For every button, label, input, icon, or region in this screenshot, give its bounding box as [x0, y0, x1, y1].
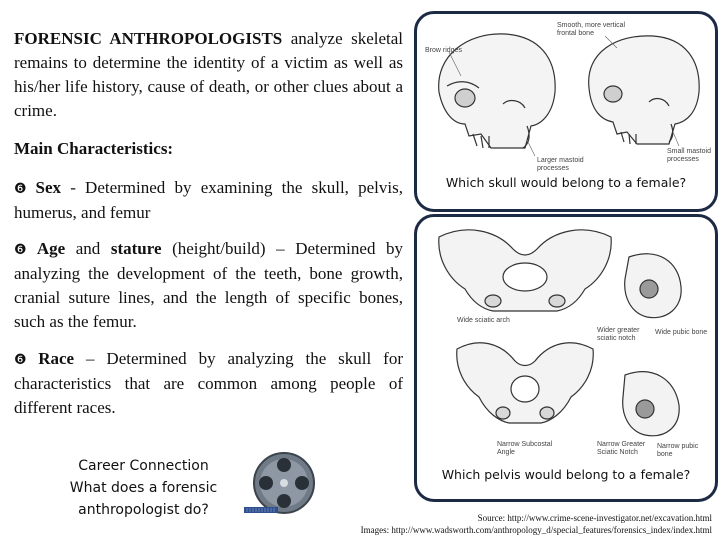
- bullet-sex-text: - Determined by examining the skull, pelvis, humerus, and femur: [14, 178, 403, 222]
- bullet-age-mid: and: [65, 239, 111, 258]
- label-frontal-bone: Smooth, more vertical frontal bone: [557, 22, 626, 37]
- career-line-3: anthropologist do?: [78, 502, 209, 518]
- bullet-symbol-icon: ❻: [14, 242, 33, 258]
- source-link[interactable]: Source: http://www.crime-scene-investigator.net/excavation.html: [477, 513, 712, 523]
- intro-paragraph: [14, 27, 403, 123]
- label-wide-sciatic-arch: Wide sciatic arch: [457, 317, 510, 324]
- career-line-1: Career Connection: [78, 458, 209, 474]
- bullet-symbol-icon: ❻: [14, 352, 35, 368]
- career-line-2: What does a forensic: [69, 480, 218, 496]
- intro-text: analyze skeletal remains to determine the identity of a victim as well as his/her life history, cause of death, or other clues about a crime.: [14, 29, 404, 120]
- male-pelvis-side-icon: [623, 372, 679, 436]
- pelvis-caption: Which pelvis would belong to a female?: [441, 467, 691, 482]
- pelvis-comparison-panel: [414, 214, 718, 502]
- film-reel-icon[interactable]: [244, 449, 324, 521]
- female-pelvis-side-icon: [625, 254, 681, 318]
- label-brow-ridges: Brow ridges: [425, 47, 462, 54]
- label-small-mastoid: Small mastoid processes: [667, 148, 711, 163]
- skull-comparison-panel: [414, 11, 718, 212]
- skull-caption: Which skull would belong to a female?: [445, 175, 687, 190]
- bullet-age-text: (height/build) – Determined by analyzing the development of the teeth, bone growth, cranial suture lines, and the length of specific bones, such as the femur.: [14, 239, 403, 331]
- bullet-age: [14, 237, 403, 334]
- female-pelvis-icon: [439, 230, 611, 311]
- main-characteristics-heading: Main Characteristics:: [14, 139, 174, 158]
- bullet-sex-term: Sex: [35, 178, 61, 197]
- female-skull-icon: [589, 36, 700, 144]
- bullet-race-text: – Determined by analyzing the skull for characteristics that are common among people of different races.: [14, 349, 403, 417]
- label-wider-sciatic-notch: Wider greater sciatic notch: [597, 327, 640, 342]
- sources: [361, 512, 712, 536]
- bullet-age-term: Age: [36, 239, 66, 258]
- bullet-stature-term: stature: [110, 239, 162, 258]
- pelvis-illustration: [417, 217, 715, 465]
- career-connection-link[interactable]: [56, 455, 231, 521]
- label-wide-pubic-bone: Wide pubic bone: [655, 329, 708, 336]
- label-large-mastoid: Larger mastoid processes: [537, 157, 584, 172]
- bullet-sex: [14, 176, 403, 225]
- label-narrow-sciatic-notch: Narrow Greater Sciatic Notch: [597, 441, 646, 456]
- bullet-race: [14, 347, 403, 420]
- bullet-symbol-icon: ❻: [14, 181, 32, 197]
- intro-term: FORENSIC ANTHROPOLOGISTS: [14, 29, 283, 48]
- bullet-race-term: Race: [38, 349, 75, 368]
- label-narrow-subcostal: Narrow Subcostal Angle: [497, 441, 553, 456]
- male-pelvis-icon: [457, 343, 594, 423]
- label-narrow-pubic-bone: Narrow pubic bone: [657, 443, 699, 458]
- images-link[interactable]: Images: http://www.wadsworth.com/anthropology_d/special_features/forensics_index/index.html: [360, 525, 712, 535]
